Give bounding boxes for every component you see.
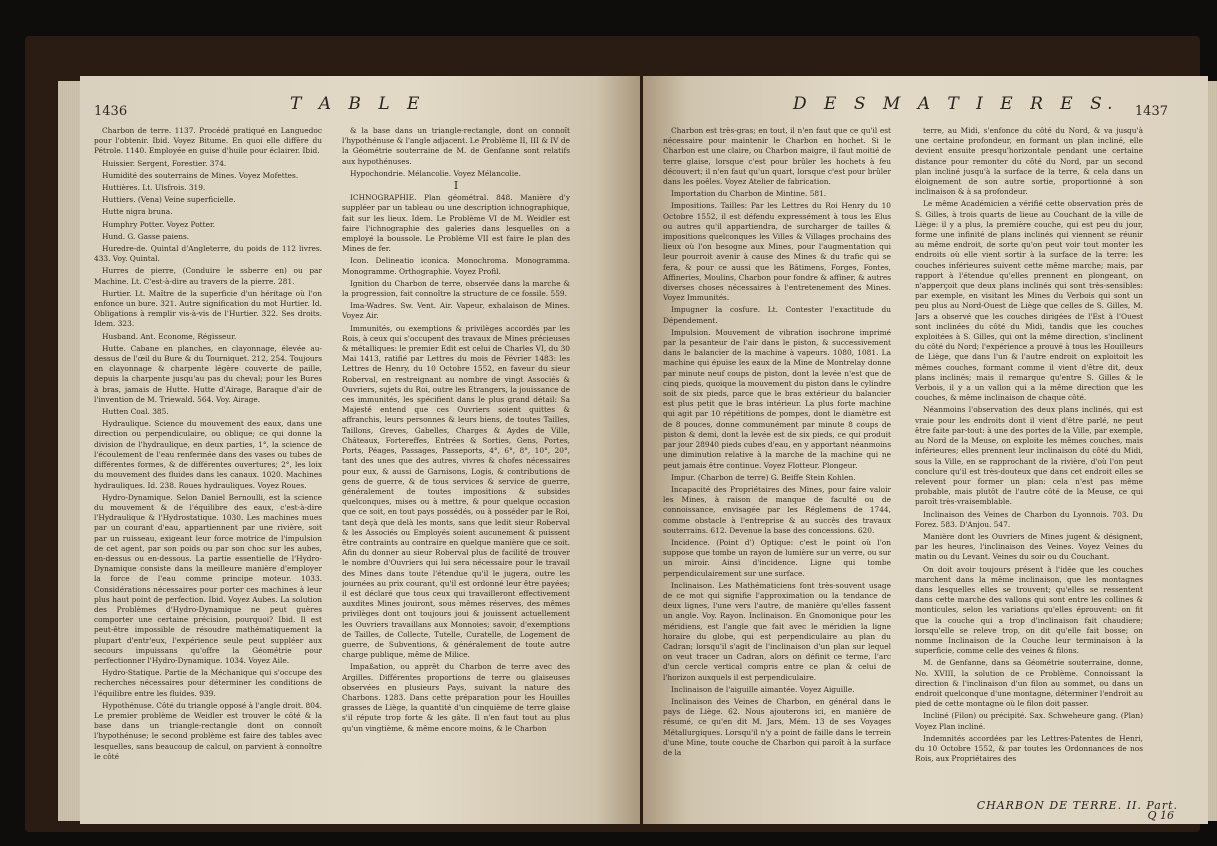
right-page xyxy=(643,76,1208,824)
entry: Inclinaison des Veines de Charbon, en général dans le pays de Liège. 62. Nous ajouterons ici, en manière de résumé, ce qu'en dit M. Jars, Mém. 13 de ses Voyages Métallurgiques. Lorsqu'il n'y a point de faille dans le terrein d'une Mine, toute couche de Charbon qui paroît à la surface de la xyxy=(663,696,891,757)
entry: Charbon est très-gras; en tout, il n'en faut que ce qu'il est nécessaire pour maintenir le Charbon en hochet. Si le Charbon est une claire, ou Charbon maigre, il faut moitié de terre glaise, lorsque c'est pour brûler les hochets à feu découvert; il n'en faut qu'un quart, lorsque c'est pour brûler dans les poêles. Voyez Atelier de fabrication. xyxy=(663,126,891,187)
entry: Hypothénuse. Côté du triangle opposé à l'angle droit. 804. Le premier problème de Weidler est trouver le côté & la base dans un triangle-rectangle dont on connoît l'hypothénuse; le second problème est faire des tables avec lesquelles, sans beaucoup de calcul, on parvient à connoître le côté xyxy=(94,700,322,761)
entry: Manière dont les Ouvriers de Mines jugent & désignent, par les heures, l'inclinaison des Veines. Voyez Veines du matin ou du Levant. Veines du soir ou du Couchant. xyxy=(915,531,1143,562)
entry: Hutten Coal. 385. xyxy=(102,407,169,417)
entry: Hurtier. Lt. Maître de la superficie d'un héritage où l'on enfonce un bure. 321. Autre signification du mot Hurtier. Id. Obligations à remplir vis-à-vis de l'Hurtier. 322. Ses droits. Idem. 323. xyxy=(94,288,322,329)
entry: Huttiers. (Vena) Veine superficielle. xyxy=(102,195,236,205)
entry: Incliné (Filon) ou précipité. Sax. Schweheure gang. (Plan) Voyez Plan incliné. xyxy=(915,711,1143,731)
entry: Immunités, ou exemptions & privilèges accordés par les Rois, à ceux qui s'occupent des travaux de Mines précieuses & métalliques: le premier Edit est celui de Charles VI, du 30 Mai 1413, ratifié par Lettres du mois de Février 1483: les Lettres de Henry, du 10 Octobre 1552, en faveur du sieur Roberval, en restreignant au nombre de vingt Associés & Ouvriers, sujets du Roi, outre les Etrangers, la jouissance de ces immunités, les spécifient dans le plus grand détail: Sa Majesté entend que ces Ouvriers soient quittes & affranchis, leurs personnes & leurs biens, de toutes Tailles, Taillons, Greves, Gabelles, Charges & Aydes de Ville, Châteaux, Fortereffes, Entrées & Sorties, Gens, Portes, Ports, Péages, Passages, Passeports, 4°, 6°, 8°, 10°, 20°, tant des unes que des autres, vivres & chofes nécessaires pour eux, & aussi de Garnisons, Logis, & contributions de gens de guerre, & de tous services & service de guerre, généralement de toutes impositions & subsides quelconques, mises ou à mettre, & pour quelque occasion que ce soit, en tout pays possédés, ou à posséder par le Roi, tant deçà que delà les monts, sans que ledit sieur Roberval & les Associés ou Employés soient aucunement & puissent être contraints au contraire en quelque manière que ce soit. Afin du donner au sieur Roberval plus de facilité de trouver le nombre d'Ouvriers qui lui sera nécessaire pour le travail des Mines dans toute l'étendue qu'il le jugera, outre les journées au prix courant, qu'il est ordonné leur être payées; il est déclaré que tous ceux qui travailleront effectivement auxdites Mines jouiront, sous mêmes réserves, des mêmes privilèges dont ont toujours joui & jouissent actuellement les Ouvriers travaillans aux Monnoies; savoir, d'exemptions de Tailles, de Collecte, Tutelle, Curatelle, de Logement de guerre, de Subventions, & généralement de toute autre charge publique, même de Milice. xyxy=(342,323,570,660)
left-column-1 xyxy=(94,126,322,816)
entry: Inclinaison. Les Mathématiciens font très-souvent usage de ce mot qui signifie l'approximation ou la tendance de deux lignes, l'une vers l'autre, de manière qu'elles fassent un angle. Voy. Rayon. Inclinaison. En Gnomonique pour les méridiens, est l'angle que fait avec le méridien la ligne horaire du globe, qui est perpendiculaire au plan du Cadran; lorsqu'il s'agit de l'inclinaison d'un plan sur lequel on veut tracer un Cadran, alors on définit ce terme, l'arc d'un cercle vertical compris entre ce plan & celui de l'horizon auxquels il est perpendiculaire. xyxy=(663,580,891,682)
signature-mark: Q 16 xyxy=(1147,809,1174,822)
entry: Hydraulique. Science du mouvement des eaux, dans une direction ou perpendiculaire, ou oblique; ce qui donne la division de l'hydraulique, en deux parties, 1°, la science de l'écoulement de l'eau renfermée dans des vases ou tubes de différentes formes, & de différentes ouvertures; 2°, les loix du mouvement des fluides dans les canaux. 1020. Machines hydrauliques. Id. 238. Roues hydrauliques. Voyez Roues. xyxy=(94,419,322,490)
entry: M. de Genfanne, dans sa Géométrie souterraine, donne, No. XVIII, la solution de ce Problème. Connoissant la direction & l'inclinaison d'un filon au sommet, ou dans un endroit quelconque d'une montagne, déterminer l'endroit au pied de cette montagne où le filon doit passer. xyxy=(915,658,1143,709)
running-head-right: D E S M A T I E R E S. xyxy=(793,94,1119,114)
entry: Hund. G. Gasse paiens. xyxy=(102,231,190,241)
entry: Impugner la cosfure. Lt. Contester l'exactitude du Dépendement. xyxy=(663,305,891,325)
entry: Inclinaison de l'aiguille aimantée. Voyez Aiguille. xyxy=(671,684,855,694)
entry: Hypochondrie. Mélancolie. Voyez Mélancolie. xyxy=(350,168,521,178)
entry: Huttières. Lt. Ulsfrois. 319. xyxy=(102,183,206,193)
entry: Hydro-Dynamique. Selon Daniel Bernoulli, est la science du mouvement & de l'équilibre des eaux, c'est-à-dire l'Hydraulique & l'Hydrostatique. 1030. Les machines mues par un courant d'eau, appartiennent par une rivière, soit par un ruisseau, exigeant leur force motrice de l'impulsion de cet agent, par son poids ou par son choc sur les aubes, en-dessus ou en-dessous. La partie essentielle de l'Hydro-Dynamique consiste dans la meilleure manière d'employer la force de l'eau comme principe moteur. 1033. Considérations nécessaires pour porter ces machines à leur plus haut point de perfection. Ibid. Voyez Aubes. La solution des Problèmes d'Hydro-Dynamique ne peut guères comporter une certaine précision, pourquoi? Ibid. Il est peut-être impossible de résoudre mathématiquement la plupart d'entr'eux, l'expérience seule peut suppléer aux secours impuissans qu'offre la Géométrie pour perfectionner l'Hydro-Dynamique. 1034. Voyez Aile. xyxy=(94,492,322,665)
entry: Hydro-Statique. Partie de la Méchanique qui s'occupe des recherches nécessaires pour déterminer les conditions de l'équilibre entre les fluides. 939. xyxy=(94,668,322,698)
entry: Hurres de pierre, (Conduire le ssberre en) ou par Machine. Lt. C'est-à-dire au travers de la pierre. 281. xyxy=(94,266,322,286)
entry: Importation du Charbon de Mintine. 581. xyxy=(671,189,827,199)
entry: On doit avoir toujours présent à l'idée que les couches marchent dans la même inclinaison, que les montagnes dans lesquelles elles se trouvent; qu'elles se ressentent dans cette marche des vallons qui sont entre les collines & monticules, selon les variations qu'elles éprouvent: on fit que la couche qui a trop d'inclinaison fait chaudiere; lorsqu'elle se releve trop, on dit qu'elle fait bosse; on nomme Inclinaison de la Couche leur terminaison à la superficie, comme celle des veines & filons. xyxy=(915,564,1143,656)
entry: Hutte nigra bruna. xyxy=(102,207,173,217)
section-letter: I xyxy=(453,179,459,193)
right-column-2 xyxy=(915,126,1143,776)
entry: Humidité des souterrains de Mines. Voyez Mofettes. xyxy=(102,170,299,180)
page-footer: CHARBON DE TERRE. II. Part. xyxy=(976,799,1178,812)
book xyxy=(25,36,1200,832)
entry: Inclinaison des Veines de Charbon du Lyonnois. 703. Du Forez. 583. D'Anjou. 547. xyxy=(915,509,1143,529)
entry: Icon. Delineatio iconica. Monochroma. Monogramma. Monogramme. Orthographie. Voyez Profil. xyxy=(342,256,570,276)
entry: Incapacité des Propriétaires des Mines, pour faire valoir les Mines, à raison de manque de faculté ou de connoissance, envisagée par les Réglemens de 1744, comme obstacle à l'entreprise & au succès des travaux souterrains. 612. Devenue la base des concessions. 620. xyxy=(663,484,891,535)
entry: Impositions. Tailles: Par les Lettres du Roi Henry du 10 Octobre 1552, il est défendu expressément à tous les Elus ou autres qu'il appartiendra, de surcharger de tailles & impositions quelconques les Villes & Villages prochains des lieux où l'on besogne aux Mines, pour l'augmentation qui leur pourroit avenir à cause des Mines & du trafic qui se fera, & pour ce aussi que les Bâtimens, Forges, Fontes, Affineries, Moulins, Charbon pour fondre & affiner, & autres diverses choses nécessaires à l'entretenement des Mines. Voyez Immunités. xyxy=(663,201,891,303)
entry: Impur. (Charbon de terre) G. Beiffe Stein Kohlen. xyxy=(671,472,856,482)
entry: Incidence. (Point d') Optique: c'est le point où l'on suppose que tombe un rayon de lumière sur un verre, ou sur un miroir. Ainsi d'incidence. Ligne qui tombe perpendiculairement sur une surface. xyxy=(663,537,891,578)
entry: Charbon de terre. 1137. Procédé pratiqué en Languedoc pour l'obtenir. Ibid. Voyez Bitume. En quoi elle diffère du Pétrole. 1140. Employée en guise d'huile pour éclairer. Ibid. xyxy=(94,126,322,156)
entry: ICHNOGRAPHIE. Plan géométral. 848. Manière d'y suppléer par un tableau ou une description ichnographique, fait sur les lieux. Idem. Le Problème VI de M. Weidler est faire l'ichnographie des galeries dans lesquelles on a employé la boussole. Le Problème VII est faire le plan des Mines de fer. xyxy=(342,193,570,254)
left-column-2 xyxy=(342,126,570,816)
page-number-right: 1437 xyxy=(1134,104,1168,119)
entry: Husband. Ant. Econome, Régisseur. xyxy=(102,331,237,341)
entry: Hutte. Cabane en planches, en clayonnage, élevée au-dessus de l'œil du Bure & du Tourniquet. 212, 254. Toujours en clayonnage & charpente légère couverte de paille, depuis la charpente jusqu'au pas du cheval; pour les Bures à bras, jamais de Hutte. Hutte d'Airage, Baraque d'air de l'invention de M. Triewald. 564. Voy. Airage. xyxy=(94,343,322,404)
right-column-1 xyxy=(663,126,891,816)
page-number-left: 1436 xyxy=(94,104,128,119)
entry: Impulsion. Mouvement de vibration isochrone imprimé par la pesanteur de l'air dans le piston, & successivement dans le balancier de la machine à vapeurs. 1080, 1081. La machine qui épuise les eaux de la Mine de Montrelay donne par minute neuf coups de piston, dont la levée n'est que de cinq pieds, quoique la mouvement du piston dans le cylindre soit de six pieds, parce que le bras extérieur du balancier est plus petit que le bras intérieur. La plus forte machine qui agit par 10 répétitions de pompes, dont le diamètre est de 8 pouces, donne communément par minute 8 coups de piston & demi, dont la levée est de six pieds, ce qui produit par jour 28940 pieds cubes d'eau, en y apportant néanmoins une diminution relative à la marche de la machine qui ne peut jamais être continue. Voyez Flotteur. Plongeur. xyxy=(663,327,891,470)
entry: Huissier. Sergent, Forestier. 374. xyxy=(102,158,227,168)
entry: & la base dans un triangle-rectangle, dont on connoît l'hypothénuse & l'angle adjacent. Le Problème II, III & IV de la Géométrie souterraine de M. de Genfanne sont relatifs aux hypothénuses. xyxy=(342,126,570,166)
entry: Ignition du Charbon de terre, observée dans la marche & la progression, fait connoître la structure de ce fossile. 559. xyxy=(342,278,570,299)
entry: Le même Académicien a vérifié cette observation près de S. Gilles, à trois quarts de lieue au Couchant de la ville de Liège: il y a plus, la première couche, qui est peu du jour, forme une infinité de plans inclinés qui viennent se réunir au même endroit, de sorte qu'on peut voir tout monter les endroits où elle vient sortir à la surface de la terre: les couches inférieures suivent cette même marche; mais, par rapport à l'étendue qu'elles prennent en plongeant, on n'apperçoit que deux plans inclinés qui sont très-sensibles: par exemple, en visitant les Mines du Verbois qui sont un peu plus au Nord-Ouest de Liège que celles de S. Gilles, M. Jars a observé que les couches dirigées de l'Est à l'Ouest sont inclinées du côté du Midi, tandis que les couches exploitées à S. Gilles, qui ont la même direction, s'inclinent du côté du Nord; l'expérience a prouvé à tous les Houilleurs de Liège, que dans l'un & l'autre endroit on exploitoit les mêmes couches, formant comme il vient d'être dit, deux plans inclinés; mais il remarque qu'entre S. Gilles & le Verbois, il y a un vallon qui a la même direction que les couches, & même inclinaison de chaque côté. xyxy=(915,199,1143,403)
entry: Ima-Wadres. Sw. Vent. Air. Vapeur, exhalaison de Mines. Voyez Air. xyxy=(342,301,570,321)
entry: Néanmoins l'observation des deux plans inclinés, qui est vraie pour les endroits dont il vient d'être parlé, ne peut être faite par-tout: à une des portes de la Ville, par exemple, au Nord de la Meuse, on exploite les mêmes couches, mais inférieures; elles prennent leur inclinaison du côté du Midi, sous la Ville, en se rapprochant de la rivière, d'où l'on peut conclure qu'il est très-douteux que dans cet endroit elles se relevent pour former un plan: cela n'est pas même probable, mais plutôt de l'autre côté de la Meuse, ce qui paroît très-vraisemblable. xyxy=(915,405,1143,507)
entry: Humphry Potter. Voyez Potter. xyxy=(102,219,216,229)
entry: Impaßation, ou apprêt du Charbon de terre avec des Argilles. Différentes proportions de terre ou glaiseuses observées en plusieurs Pays, suivant la nature des Charbons. 1283. Dans cette préparation pour les Houilles grasses de Liège, la quantité d'un cinquième de terre glaise s'il répute trop forte & les gâte. Il n'en faut tout au plus qu'un vingtième, & même encore moins, & le Charbon xyxy=(342,662,570,733)
entry: Huredre-de. Quintal d'Angleterre, du poids de 112 livres. 433. Voy. Quintal. xyxy=(94,244,322,264)
running-head-left: T A B L E xyxy=(290,94,426,114)
entry: Indemnités accordées par les Lettres-Patentes de Henri, du 10 Octobre 1552, & par toutes les Ordonnances de nos Rois, aux Propriétaires des xyxy=(915,733,1143,764)
entry: terre, au Midi, s'enfonce du côté du Nord, & va jusqu'à une certaine profondeur, en formant un plan incliné, elle devient ensuite presqu'horizontale pendant une certaine distance pour remonter du côté du Nord, par un second plan incliné jusqu'à la surface de la terre, & cela dans un éloignement de son autre sortie, proportionné à son inclinaison & à sa profondeur. xyxy=(915,126,1143,197)
left-page xyxy=(80,76,640,824)
